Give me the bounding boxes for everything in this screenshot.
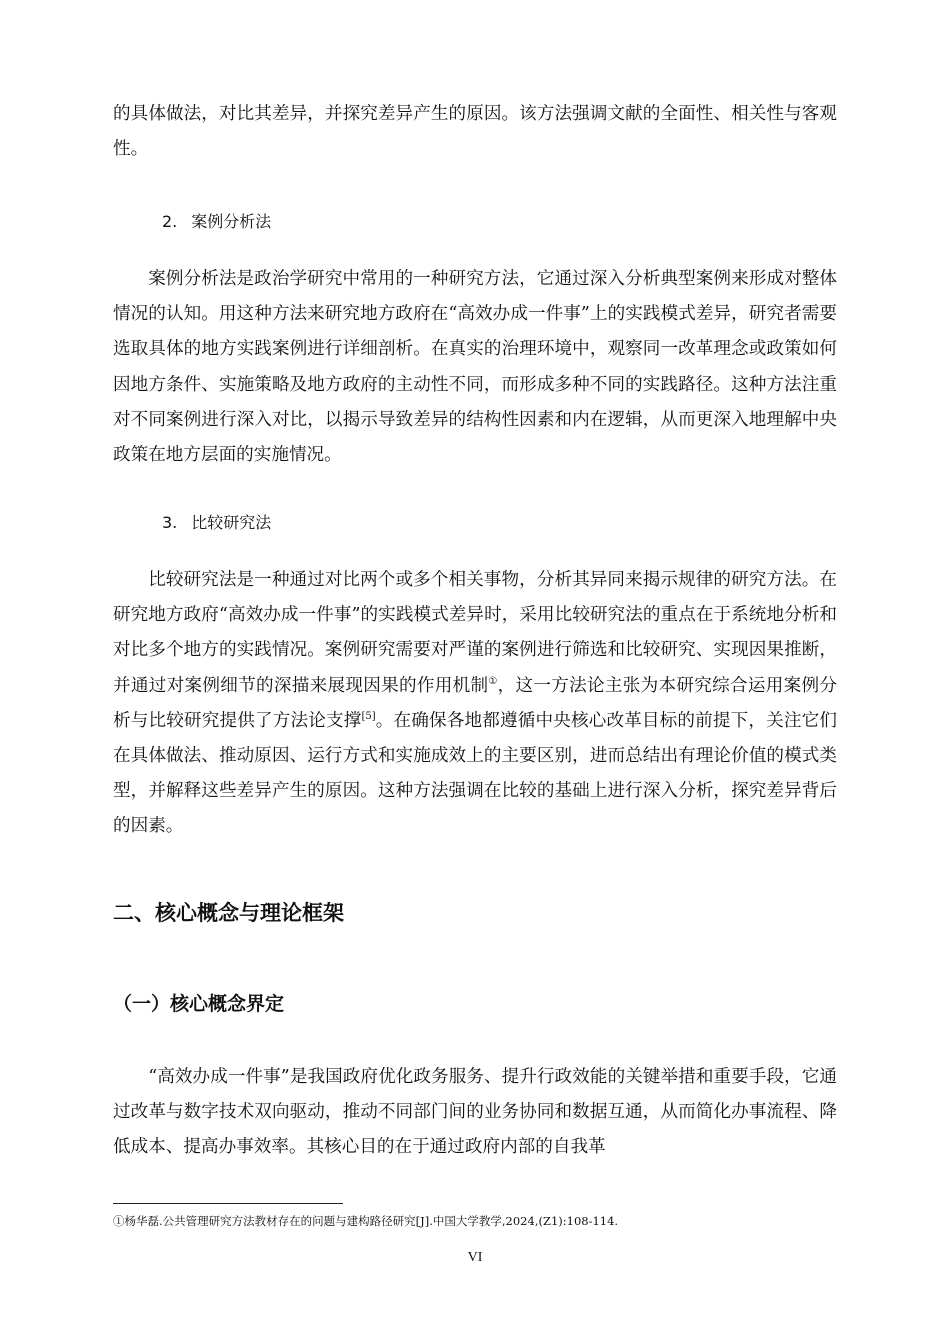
page-number: VI [467,1250,483,1265]
footnote: ①杨华磊.公共管理研究方法教材存在的问题与建构路径研究[J].中国大学教学,2024,(Z1):108-114. [113,1214,619,1228]
section-title: 案例分析法 [191,212,272,231]
paragraph-core-concept: “高效办成一件事”是我国政府优化政务服务、提升行政效能的关键举措和重要手段，它通过改革与数字技术双向驱动，推动不同部门间的业务协同和数据互通，从而简化办事流程、降低成本、提高办事效率。其核心目的在于通过政府内部的自我革 [113,1067,837,1158]
paragraph-text-b: ，这一方法论主张为本研究综合运用案例分析与比较研究提供了方法论支撑 [113,675,837,731]
citation-marker[interactable]: [5] [361,710,376,722]
section-heading-case-analysis [162,210,271,234]
paragraph-text-a: 比较研究法是一种通过对比两个或多个相关事物，分析其异同来揭示规律的研究方法。在研究地方政府“高效办成一件事”的实践模式差异时，采用比较研究法的重点在于系统地分析和对比多个地方的实践情况。案例研究需要对严谨的案例进行筛选和比较研究、实现因果推断，并通过对案例细节的深描来展现因果的作用机制 [113,570,837,696]
paragraph-comparative-research [113,563,837,845]
paragraph-continued: 的具体做法，对比其差异，并探究差异产生的原因。该方法强调文献的全面性、相关性与客观性。 [113,104,837,160]
chapter-heading: 二、核心概念与理论框架 [113,901,344,925]
subsection-heading: （一）核心概念界定 [113,993,285,1015]
section-number: 2. [162,212,178,231]
paragraph-case-analysis: 案例分析法是政治学研究中常用的一种研究方法，它通过深入分析典型案例来形成对整体情况的认知。用这种方法来研究地方政府在“高效办成一件事”上的实践模式差异，研究者需要选取具体的地方实践案例进行详细剖析。在真实的治理环境中，观察同一改革理念或政策如何因地方条件、实施策略及地方政府的主动性不同，而形成多种不同的实践路径。这种方法注重对不同案例进行深入对比，以揭示导致差异的结构性因素和内在逻辑，从而更深入地理解中央政策在地方层面的实施情况。 [113,269,837,466]
section-title: 比较研究法 [191,513,272,532]
paragraph-text-c: 。在确保各地都遵循中央核心改革目标的前提下，关注它们在具体做法、推动原因、运行方式和实施成效上的主要区别，进而总结出有理论价值的模式类型，并解释这些差异产生的原因。这种方法强调在比较的基础上进行深入分析，探究差异背后的因素。 [113,710,837,837]
section-number: 3. [162,513,178,532]
footnote-marker[interactable]: ① [488,675,498,687]
footnote-divider [113,1203,343,1204]
section-heading-comparative-research [162,511,271,535]
